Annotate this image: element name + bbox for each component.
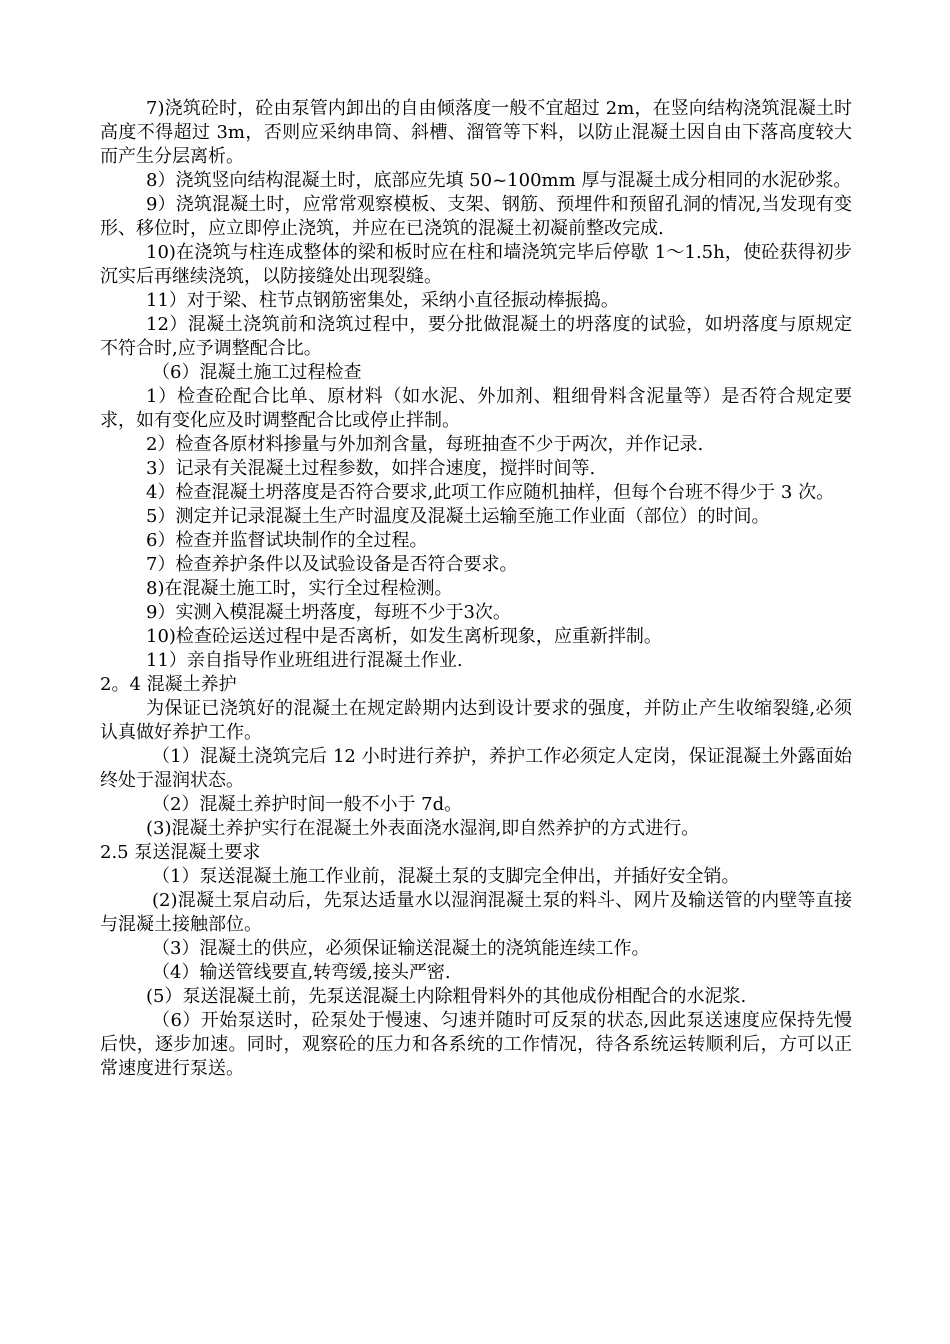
paragraph: 8)在混凝土施工时，实行全过程检测。 xyxy=(146,578,453,599)
paragraph: 8）浇筑竖向结构混凝土时，底部应先填 50~100mm 厚与混凝土成分相同的水泥砂浆。 xyxy=(146,170,852,191)
paragraph: 10)检查砼运送过程中是否离析，如发生离析现象，应重新拌制。 xyxy=(146,626,662,647)
paragraph: （1）混凝土浇筑完后 12 小时进行养护，养护工作必须定人定岗，保证混凝土外露面始终处于湿润状态。 xyxy=(100,746,852,791)
paragraph: （6）混凝土施工过程检查 xyxy=(152,362,362,383)
paragraph: 6）检查并监督试块制作的全过程。 xyxy=(146,530,428,551)
paragraph: 2.5 泵送混凝土要求 xyxy=(100,842,261,863)
paragraph: （1）泵送混凝土施工作业前，混凝土泵的支脚完全伸出，并插好安全销。 xyxy=(152,866,740,887)
paragraph: 2）检查各原材料掺量与外加剂含量，每班抽查不少于两次，并作记录. xyxy=(146,434,704,455)
paragraph: 1）检查砼配合比单、原材料（如水泥、外加剂、粗细骨料含泥量等）是否符合规定要求，如有变化应及时调整配合比或停止拌制。 xyxy=(100,386,852,431)
paragraph: 9）浇筑混凝土时，应常常观察模板、支架、钢筋、预埋件和预留孔洞的情况,当发现有变形、移位时，应立即停止浇筑，并应在已浇筑的混凝土初凝前整改完成. xyxy=(100,194,852,239)
paragraph: （6）开始泵送时，砼泵处于慢速、匀速并随时可反泵的状态,因此泵送速度应保持先慢后快，逐步加速。同时，观察砼的压力和各系统的工作情况，待各系统运转顺利后，方可以正常速度进行泵送。 xyxy=(100,1010,852,1079)
paragraph: （4）输送管线要直,转弯缓,接头严密. xyxy=(152,962,451,983)
paragraph: 3）记录有关混凝土过程参数，如拌合速度，搅拌时间等. xyxy=(146,458,596,479)
paragraph: 7）检查养护条件以及试验设备是否符合要求。 xyxy=(146,554,518,575)
paragraph: （3）混凝土的供应，必须保证输送混凝土的浇筑能连续工作。 xyxy=(152,938,650,959)
paragraph: 2。4 混凝土养护 xyxy=(100,674,237,695)
paragraph: 7)浇筑砼时，砼由泵管内卸出的自由倾落度一般不宜超过 2m，在竖向结构浇筑混凝土时高度不得超过 3m，否则应采纳串筒、斜槽、溜管等下料，以防止混凝土因自由下落高度较大而产生分层离析。 xyxy=(100,98,852,167)
paragraph: 5）测定并记录混凝土生产时温度及混凝土运输至施工作业面（部位）的时间。 xyxy=(146,506,770,527)
paragraph: （2）混凝土养护时间一般不小于 7d。 xyxy=(152,794,463,815)
paragraph: 11）对于梁、柱节点钢筋密集处，采纳小直径振动棒振捣。 xyxy=(146,290,619,311)
paragraph: (2)混凝土泵启动后，先泵达适量水以湿润混凝土泵的料斗、网片及输送管的内壁等直接与混凝土接触部位。 xyxy=(100,890,852,935)
paragraph: 为保证已浇筑好的混凝土在规定龄期内达到设计要求的强度，并防止产生收缩裂缝,必须认真做好养护工作。 xyxy=(100,698,852,743)
paragraph: 12）混凝土浇筑前和浇筑过程中，要分批做混凝土的坍落度的试验，如坍落度与原规定不符合时,应予调整配合比。 xyxy=(100,314,852,359)
paragraph: 10)在浇筑与柱连成整体的梁和板时应在柱和墙浇筑完毕后停歇 1～1.5h，使砼获得初步沉实后再继续浇筑，以防接缝处出现裂缝。 xyxy=(100,242,852,287)
document-body xyxy=(100,97,852,1081)
paragraph: 9）实测入模混凝土坍落度，每班不少于3次。 xyxy=(146,602,511,623)
paragraph: 4）检查混凝土坍落度是否符合要求,此项工作应随机抽样，但每个台班不得少于 3 次。 xyxy=(146,482,835,503)
paragraph: 11）亲自指导作业班组进行混凝土作业. xyxy=(146,650,463,671)
paragraph: (5）泵送混凝土前，先泵送混凝土内除粗骨料外的其他成份相配合的水泥浆. xyxy=(146,986,747,1007)
paragraph: (3)混凝土养护实行在混凝土外表面浇水湿润,即自然养护的方式进行。 xyxy=(146,818,700,839)
